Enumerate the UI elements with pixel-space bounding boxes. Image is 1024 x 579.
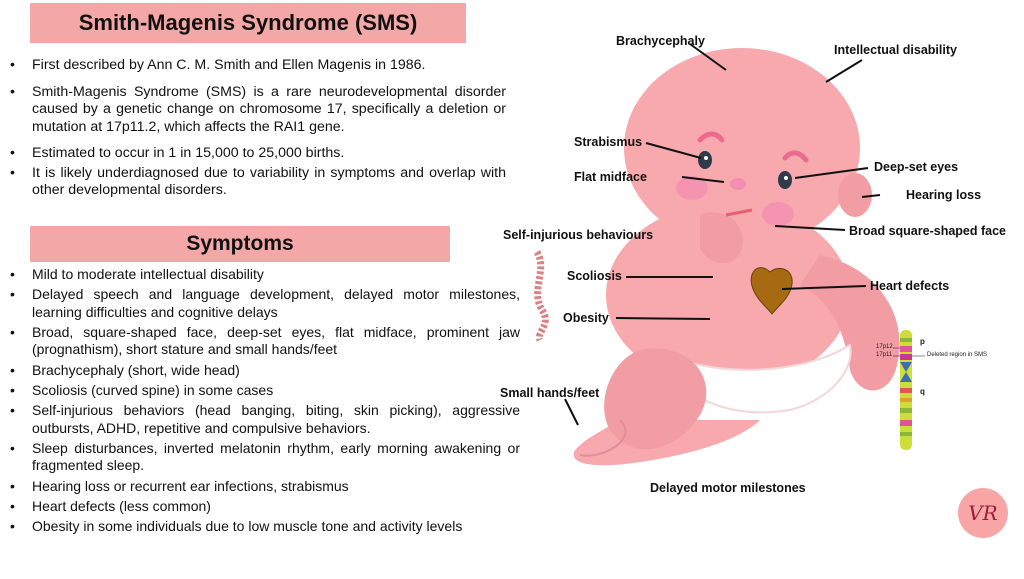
- label-hearing-loss: Hearing loss: [906, 188, 982, 202]
- symptom-item: • Scoliosis (curved spine) in some cases: [10, 382, 520, 399]
- label-deep-set-eyes: Deep-set eyes: [874, 160, 959, 174]
- symptom-item: • Obesity in some individuals due to low muscle tone and activity levels: [10, 518, 520, 535]
- label-scoliosis: Scoliosis: [567, 269, 622, 283]
- baby-figure: [574, 48, 900, 465]
- symptom-item: • Hearing loss or recurrent ear infections, strabismus: [10, 478, 520, 495]
- chromosome-q-arm: q: [920, 387, 925, 396]
- label-obesity: Obesity: [563, 311, 609, 325]
- symptom-item: • Self-injurious behaviors (head banging, biting, skin picking), aggressive outbursts, ADHD, repetitive and compulsive behaviors.: [10, 402, 520, 436]
- intro-item: • Smith-Magenis Syndrome (SMS) is a rare neurodevelopmental disorder caused by a genetic change on chromosome 17, specifically a deletion or mutation at 17p11.2, which affects the RAI1 gene.: [10, 84, 506, 137]
- chromosome-band-17p11: 17p11: [876, 352, 893, 358]
- chromosome-band-17p12: 17p12: [876, 344, 893, 350]
- symptom-item: • Delayed speech and language development, delayed motor milestones, learning difficulties and cognitive delays: [10, 286, 520, 320]
- label-strabismus: Strabismus: [574, 135, 643, 149]
- chromosome-deleted-note: Deleted region in SMS: [927, 352, 988, 358]
- label-broad-face: Broad square-shaped face: [849, 224, 1006, 238]
- intro-item: • Estimated to occur in 1 in 15,000 to 25,000 births.: [10, 145, 506, 163]
- symptom-item: • Brachycephaly (short, wide head): [10, 362, 520, 379]
- symptoms-heading: Symptoms: [186, 232, 294, 255]
- chromosome-p-arm: p: [920, 337, 925, 346]
- label-delayed-motor: Delayed motor milestones: [650, 481, 806, 495]
- intro-item: • It is likely underdiagnosed due to variability in symptoms and overlap with other developmental disorders.: [10, 165, 506, 200]
- label-intellectual-disability: Intellectual disability: [834, 43, 957, 57]
- label-heart-defects: Heart defects: [870, 279, 950, 293]
- label-self-injurious: Self-injurious behaviours: [503, 228, 654, 242]
- label-brachycephaly: Brachycephaly: [616, 34, 705, 48]
- symptom-item: • Mild to moderate intellectual disability: [10, 266, 520, 283]
- vr-logo: [958, 488, 1008, 538]
- intro-item: • First described by Ann C. M. Smith and Ellen Magenis in 1986.: [10, 57, 506, 75]
- spine-icon: [537, 252, 545, 340]
- page-title: Smith-Magenis Syndrome (SMS): [78, 10, 418, 35]
- symptom-item: • Sleep disturbances, inverted melatonin rhythm, early morning awakening or fragmented sleep.: [10, 440, 520, 474]
- vr-logo-text: VR: [968, 501, 998, 525]
- label-flat-midface: Flat midface: [574, 170, 647, 184]
- symptom-item: • Broad, square-shaped face, deep-set eyes, flat midface, prominent jaw (prognathism), short stature and small hands/feet: [10, 324, 520, 358]
- label-small-hands-feet: Small hands/feet: [500, 386, 600, 400]
- symptom-item: • Heart defects (less common): [10, 498, 520, 515]
